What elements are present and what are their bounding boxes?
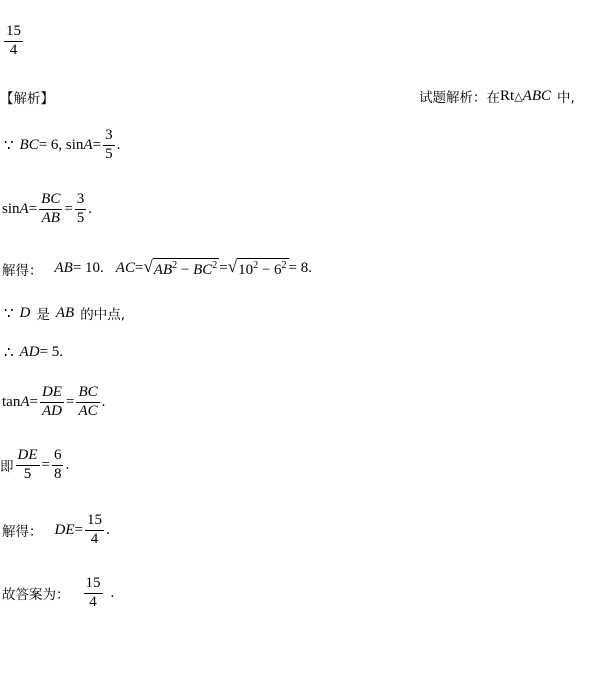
final-num: 15	[84, 576, 103, 594]
final-den: 4	[89, 593, 97, 610]
line-midpoint	[4, 303, 125, 323]
de-den: 4	[90, 530, 99, 547]
given-num: 3	[103, 128, 115, 146]
ac-result: = 8.	[288, 260, 312, 276]
sin-fraction-1	[39, 192, 62, 227]
tan-end: .	[101, 393, 106, 410]
tan-eq: =	[29, 393, 38, 410]
tan-f2-num: BC	[76, 385, 99, 403]
sin-eq: =	[28, 200, 38, 217]
solve-label: 解得：	[2, 262, 43, 279]
given-end: .	[116, 136, 121, 153]
because-symbol: ∵	[4, 305, 14, 322]
line-ratio	[0, 448, 69, 483]
ratio-end: .	[65, 456, 70, 473]
tan-func: tan	[2, 393, 21, 410]
answer-numerator: 15	[4, 24, 23, 42]
de-fraction	[85, 513, 104, 548]
final-fraction	[84, 576, 103, 611]
sin-func: sin	[2, 200, 20, 217]
final-end: .	[110, 584, 115, 601]
ratio-f2-den: 8	[53, 465, 62, 482]
ratio-fraction-2	[52, 448, 64, 483]
sqrt1-minus: −	[177, 262, 194, 278]
answer-denominator: 4	[9, 41, 18, 58]
sin-f1-den: AB	[41, 209, 60, 226]
intro-tail: 中,	[557, 90, 575, 106]
ratio-eq: =	[41, 456, 50, 473]
given-eq: = 6, sin	[38, 136, 84, 153]
because-symbol: ∵	[4, 137, 14, 154]
line-given	[4, 128, 120, 163]
line-sin	[2, 192, 92, 227]
tan-f2-den: AC	[78, 402, 98, 419]
tan-f1-num: DE	[40, 385, 64, 403]
answer-fraction	[2, 24, 25, 59]
ad-value: = 5.	[39, 344, 64, 360]
sqrt1-bc: BC	[193, 262, 213, 278]
triangle-symbol: △	[514, 90, 523, 103]
given-eq2: =	[92, 136, 102, 153]
sqrt1-exp2: 2	[212, 260, 218, 271]
sin-f2-num: 3	[75, 192, 87, 210]
ac-eq2: =	[219, 260, 228, 276]
is-word: 是	[36, 307, 50, 323]
sqrt1-exp1: 2	[172, 260, 178, 271]
tan-fraction-2	[76, 385, 99, 420]
de-end: .	[105, 521, 110, 538]
ji-word: 即	[0, 459, 14, 476]
line-solve-de	[2, 513, 110, 548]
ratio-fraction-1	[16, 448, 40, 483]
rt-label: Rt	[500, 87, 515, 104]
var-ab: AB	[55, 304, 75, 321]
sin-f2-den: 5	[76, 209, 85, 226]
intro-text: 试题解析：在	[419, 90, 500, 106]
var-ac: AC	[115, 260, 135, 276]
tan-f1-den: AD	[41, 402, 62, 419]
ratio-f2-num: 6	[52, 448, 64, 466]
var-a: A	[20, 393, 30, 410]
final-label: 故答案为：	[2, 587, 70, 604]
sqrt-expression-2: √ $10^2 - 6^2$	[227, 257, 287, 278]
sin-eq2: =	[64, 200, 73, 217]
therefore-symbol: ∴	[4, 345, 14, 361]
given-fraction	[103, 128, 115, 163]
line-solve-ac	[2, 258, 312, 279]
solve-label: 解得：	[2, 524, 43, 541]
ratio-f1-den: 5	[23, 465, 32, 482]
ab-value: = 10.	[72, 260, 104, 276]
sqrt-expression-1: √ $AB^2 - BC^2$	[143, 257, 218, 278]
given-den: 5	[105, 145, 113, 162]
sqrt2-exp1: 2	[253, 260, 259, 271]
var-d: D	[19, 304, 31, 321]
line-final-answer	[2, 576, 114, 611]
triangle-name: ABC	[522, 87, 551, 104]
sqrt2-exp2: 2	[281, 260, 287, 271]
de-num: 15	[85, 513, 104, 531]
ratio-f1-num: DE	[16, 448, 40, 466]
var-ad: AD	[19, 344, 40, 360]
sqrt2-ten: 10	[238, 262, 254, 278]
line-ad	[4, 343, 63, 362]
var-a: A	[19, 200, 29, 217]
intro-line	[419, 86, 575, 106]
sqrt2-minus-six: − 6	[258, 262, 282, 278]
ac-eq: =	[134, 260, 144, 276]
tan-fraction-1	[40, 385, 64, 420]
tan-eq2: =	[65, 393, 75, 410]
var-ab: AB	[54, 260, 73, 276]
var-a: A	[83, 136, 93, 153]
de-eq: =	[74, 521, 83, 538]
line-tan	[2, 385, 105, 420]
sin-end: .	[88, 200, 93, 217]
midpoint-text: 的中点,	[80, 307, 126, 323]
var-bc: BC	[19, 136, 39, 153]
analysis-heading: 【解析】	[0, 91, 54, 107]
sin-f1-num: BC	[39, 192, 62, 210]
sin-fraction-2	[75, 192, 87, 227]
var-de: DE	[54, 521, 75, 538]
sqrt1-ab: AB	[153, 262, 173, 278]
